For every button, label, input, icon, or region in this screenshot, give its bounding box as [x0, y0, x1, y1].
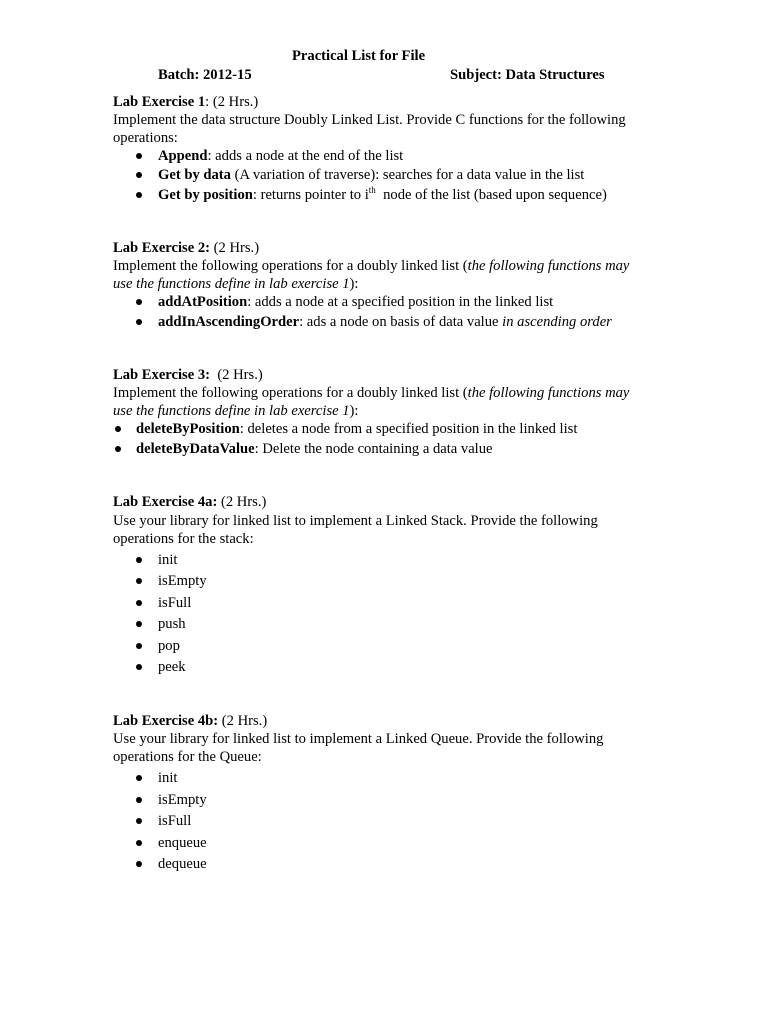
bullet-icon — [136, 840, 142, 846]
ex1-duration: : (2 Hrs.) — [205, 94, 259, 110]
ex3-item-term: deleteByPosition — [136, 421, 240, 437]
ex3-heading: Lab Exercise 3: — [113, 367, 211, 383]
ex1-heading: Lab Exercise 1 — [113, 94, 206, 110]
ex2-item-desc-italic: in ascending order — [502, 314, 612, 330]
ex1-item-desc: (A variation of traverse): searches for a data value in the list — [230, 167, 585, 183]
ex3-item-delete-by-position — [136, 420, 577, 438]
ex1-item-term: Append — [158, 148, 208, 164]
ex2-intro-line-1 — [113, 257, 629, 275]
ex2-item-desc: : ads a node on basis of data value — [299, 314, 503, 330]
ex2-duration: (2 Hrs.) — [210, 240, 260, 256]
ex1-item-term: Get by data — [158, 167, 231, 183]
ex4b-item: enqueue — [158, 835, 207, 851]
ex2-intro-line-2 — [113, 275, 358, 293]
ex1-item-term: Get by position — [158, 187, 253, 203]
bullet-icon — [136, 664, 142, 670]
ex1-item-get-by-data — [158, 166, 584, 184]
ex2-heading-line — [113, 239, 259, 257]
bullet-icon — [136, 797, 142, 803]
ex4b-item: isEmpty — [158, 792, 207, 808]
ex3-intro-line-2 — [113, 402, 358, 420]
bullet-icon — [115, 426, 121, 432]
batch-label: Batch: 2012-15 — [158, 67, 252, 83]
ex3-item-term: deleteByDataValue — [136, 441, 255, 457]
ex1-intro-line-1: Implement the data structure Doubly Linked List. Provide C functions for the following — [113, 112, 626, 128]
ex3-intro-italic: use the functions define in lab exercise 1 — [113, 403, 350, 419]
subject-label: Subject: Data Structures — [450, 67, 605, 83]
bullet-icon — [136, 621, 142, 627]
ex1-item-append — [158, 147, 403, 165]
ex3-heading-line — [113, 366, 263, 384]
ex3-item-desc: : deletes a node from a specified position in the linked list — [239, 421, 578, 437]
ex4a-heading-line — [113, 493, 266, 511]
ex4a-item: peek — [158, 659, 186, 675]
ex3-intro-line-1 — [113, 384, 629, 402]
ex2-item-add-at-position — [158, 293, 553, 311]
bullet-icon — [136, 775, 142, 781]
ex2-item-desc: : adds a node at a specified position in the linked list — [247, 294, 554, 310]
page-title: Practical List for File — [292, 48, 426, 64]
bullet-icon — [136, 153, 142, 159]
ex4a-item: init — [158, 552, 178, 568]
ex2-intro-italic: the following functions may — [467, 258, 630, 274]
ex1-intro-line-2: operations: — [113, 130, 178, 146]
ex1-heading-line — [113, 93, 258, 111]
bullet-icon — [115, 446, 121, 452]
ex4a-intro-line-1: Use your library for linked list to implement a Linked Stack. Provide the following — [113, 513, 598, 529]
ex2-item-term: addAtPosition — [158, 294, 248, 310]
ex4b-item: isFull — [158, 813, 192, 829]
bullet-icon — [136, 172, 142, 178]
ex3-duration: (2 Hrs.) — [210, 367, 263, 383]
ex2-intro-italic: use the functions define in lab exercise 1 — [113, 276, 350, 292]
ex1-item-desc-tail: node of the list (based upon sequence) — [375, 187, 607, 203]
ex1-item-desc: : adds a node at the end of the list — [207, 148, 404, 164]
ex4a-item: isFull — [158, 595, 192, 611]
bullet-icon — [136, 557, 142, 563]
bullet-icon — [136, 600, 142, 606]
bullet-icon — [136, 319, 142, 325]
ex3-intro-italic: the following functions may — [467, 385, 630, 401]
ex4a-item: push — [158, 616, 186, 632]
ex3-item-desc: : Delete the node containing a data value — [254, 441, 493, 457]
ex3-item-delete-by-data-value — [136, 440, 493, 458]
ex4a-item: pop — [158, 638, 180, 654]
ex4a-heading: Lab Exercise 4a: — [113, 494, 218, 510]
bullet-icon — [136, 578, 142, 584]
bullet-icon — [136, 192, 142, 198]
ex4b-intro-line-2: operations for the Queue: — [113, 749, 262, 765]
ex4b-duration: (2 Hrs.) — [218, 713, 268, 729]
ex4b-heading-line — [113, 712, 267, 730]
ex4b-intro-line-1: Use your library for linked list to implement a Linked Queue. Provide the following — [113, 731, 604, 747]
bullet-icon — [136, 643, 142, 649]
ex4a-intro-line-2: operations for the stack: — [113, 531, 254, 547]
ex1-item-desc: : returns pointer to i — [252, 187, 369, 203]
ex2-intro-text: Implement the following operations for a doubly linked list ( — [113, 258, 468, 274]
bullet-icon — [136, 818, 142, 824]
ex2-heading: Lab Exercise 2: — [113, 240, 211, 256]
ex2-item-term: addInAscendingOrder — [158, 314, 300, 330]
bullet-icon — [136, 299, 142, 305]
ex4a-duration: (2 Hrs.) — [217, 494, 267, 510]
ex4b-item: dequeue — [158, 856, 207, 872]
ex3-intro-text: Implement the following operations for a doubly linked list ( — [113, 385, 468, 401]
ex4a-item: isEmpty — [158, 573, 207, 589]
ex4b-item: init — [158, 770, 178, 786]
bullet-icon — [136, 861, 142, 867]
superscript-th: th — [368, 185, 376, 195]
ex1-item-get-by-position — [158, 186, 607, 204]
ex2-intro-text: ): — [349, 276, 359, 292]
ex2-item-add-in-ascending-order — [158, 313, 612, 331]
ex3-intro-text: ): — [349, 403, 359, 419]
ex4b-heading: Lab Exercise 4b: — [113, 713, 219, 729]
